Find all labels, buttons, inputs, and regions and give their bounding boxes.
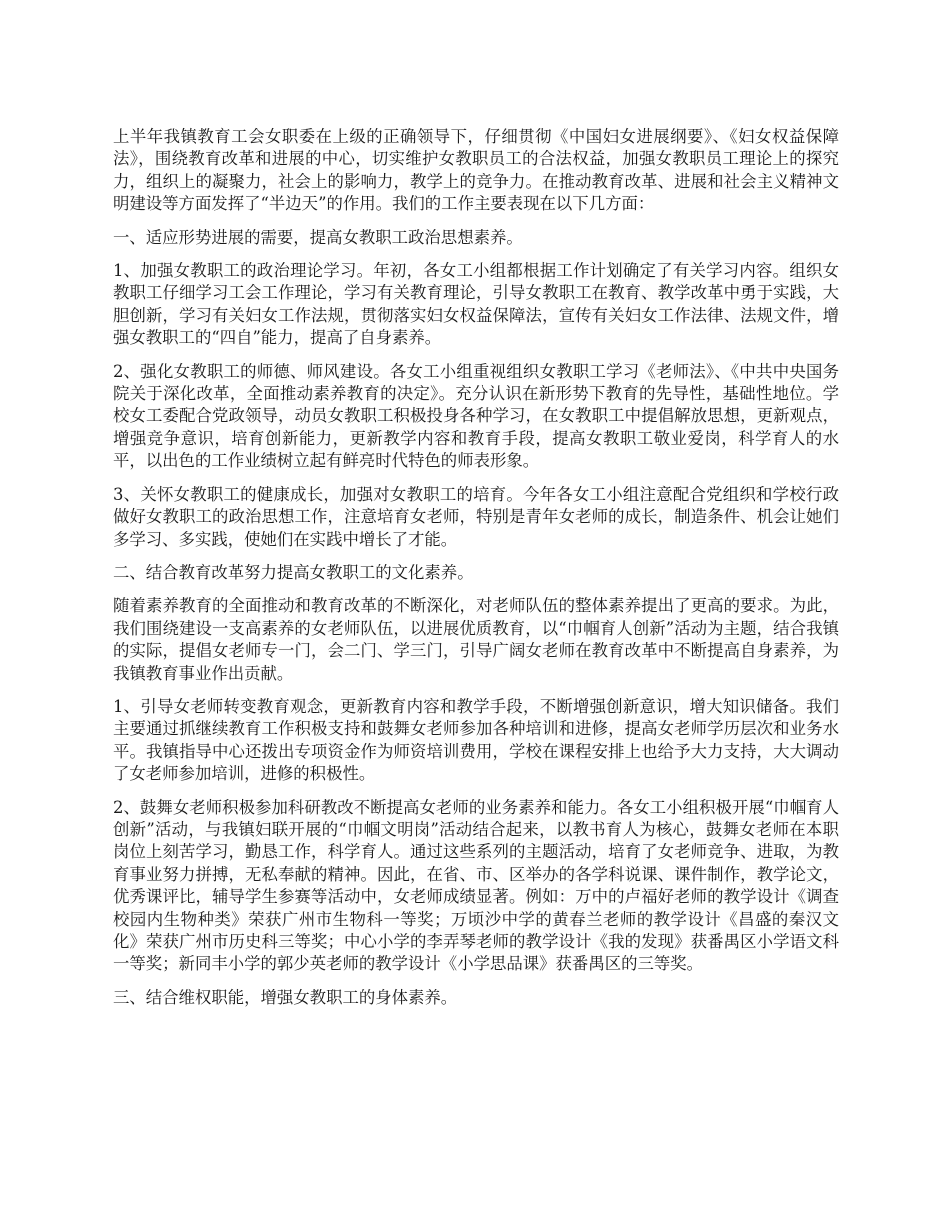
section-2-item-1: 1、引导女老师转变教育观念，更新教育内容和教学手段，不断增强创新意识，增大知识储备。我们主要通过抓继续教育工作积极支持和鼓舞女老师参加各种培训和进修，提高女老师学历层次和业务水平。我镇指导中心还拨出专项资金作为师资培训费用，学校在课程安排上也给予大力支持，大大调动了女老师参加培训，进修的积极性。 (113, 696, 839, 784)
section-heading-2: 二、结合教育改革努力提高女教职工的文化素养。 (113, 562, 474, 582)
section-1-item-1: 1、加强女教职工的政治理论学习。年初，各女工小组都根据工作计划确定了有关学习内容。组织女教职工仔细学习工会工作理论，学习有关教育理论，引导女教职工在教育、教学改革中勇于实践，大胆创新，学习有关妇女工作法规，贯彻落实妇女权益保障法，宣传有关妇女工作法律、法规文件，增强女教职工的“四自”能力，提高了自身素养。 (113, 261, 839, 348)
section-1-item-2: 2、强化女教职工的师德、师风建设。各女工小组重视组织女教职工学习《老师法》、《中共中央国务院关于深化改革，全面推动素养教育的决定》。充分认识在新形势下教育的先导性，基础性地位。学校女工委配合党政领导，动员女教职工积极投身各种学习，在女教职工中提倡解放思想，更新观点，增强竞争意识，培育创新能力，更新教学内容和教育手段，提高女教职工敬业爱岗，科学育人的水平，以出色的工作业绩树立起有鲜亮时代特色的师表形象。 (113, 361, 839, 471)
section-2-item-2: 2、鼓舞女老师积极参加科研教改不断提高女老师的业务素养和能力。各女工小组积极开展“巾帼育人创新”活动，与我镇妇联开展的“巾帼文明岗”活动结合起来，以教书育人为核心，鼓舞女老师在本职岗位上刻苦学习，勤恳工作，科学育人。通过这些系列的主题活动，培育了女老师竞争、进取，为教育事业努力拼搏，无私奉献的精神。因此，在省、市、区举办的各学科说课、课件制作，教学论文，优秀课评比，辅导学生参赛等活动中，女老师成绩显著。例如：万中的卢福好老师的教学设计《调查校园内生物种类》荣获广州市生物科一等奖；万顷沙中学的黄春兰老师的教学设计《昌盛的秦汉文化》荣获广州市历史科三等奖；中心小学的李弄琴老师的教学设计《我的发现》获番禺区小学语文科一等奖；新同丰小学的郭少英老师的教学设计《小学思品课》获番禺区的三等奖。 (113, 797, 839, 974)
section-heading-1: 一、适应形势进展的需要，提高女教职工政治思想素养。 (113, 227, 523, 247)
section-1-item-3: 3、关怀女教职工的健康成长，加强对女教职工的培育。今年各女工小组注意配合党组织和学校行政做好女教职工的政治思想工作，注意培育女老师，特别是青年女老师的成长，制造条件、机会让她们多学习、多实践，使她们在实践中增长了才能。 (113, 484, 839, 549)
document-body (113, 126, 839, 1020)
section-heading-3: 三、结合维权职能，增强女教职工的身体素养。 (113, 987, 458, 1007)
section-2-intro: 随着素养教育的全面推动和教育改革的不断深化，对老师队伍的整体素养提出了更高的要求。为此，我们围绕建设一支高素养的女老师队伍，以进展优质教育，以“巾帼育人创新”活动为主题，结合我镇的实际，提倡女老师专一门，会二门、学三门，引导广阔女老师在教育改革中不断提高自身素养，为我镇教育事业作出贡献。 (113, 596, 839, 683)
intro-paragraph: 上半年我镇教育工会女职委在上级的正确领导下，仔细贯彻《中国妇女进展纲要》、《妇女权益保障法》，围绕教育改革和进展的中心，切实维护女教职员工的合法权益，加强女教职员工理论上的探究力，组织上的凝聚力，社会上的影响力，教学上的竞争力。在推动教育改革、进展和社会主义精神文明建设等方面发挥了“半边天”的作用。我们的工作主要表现在以下几方面： (113, 127, 839, 214)
